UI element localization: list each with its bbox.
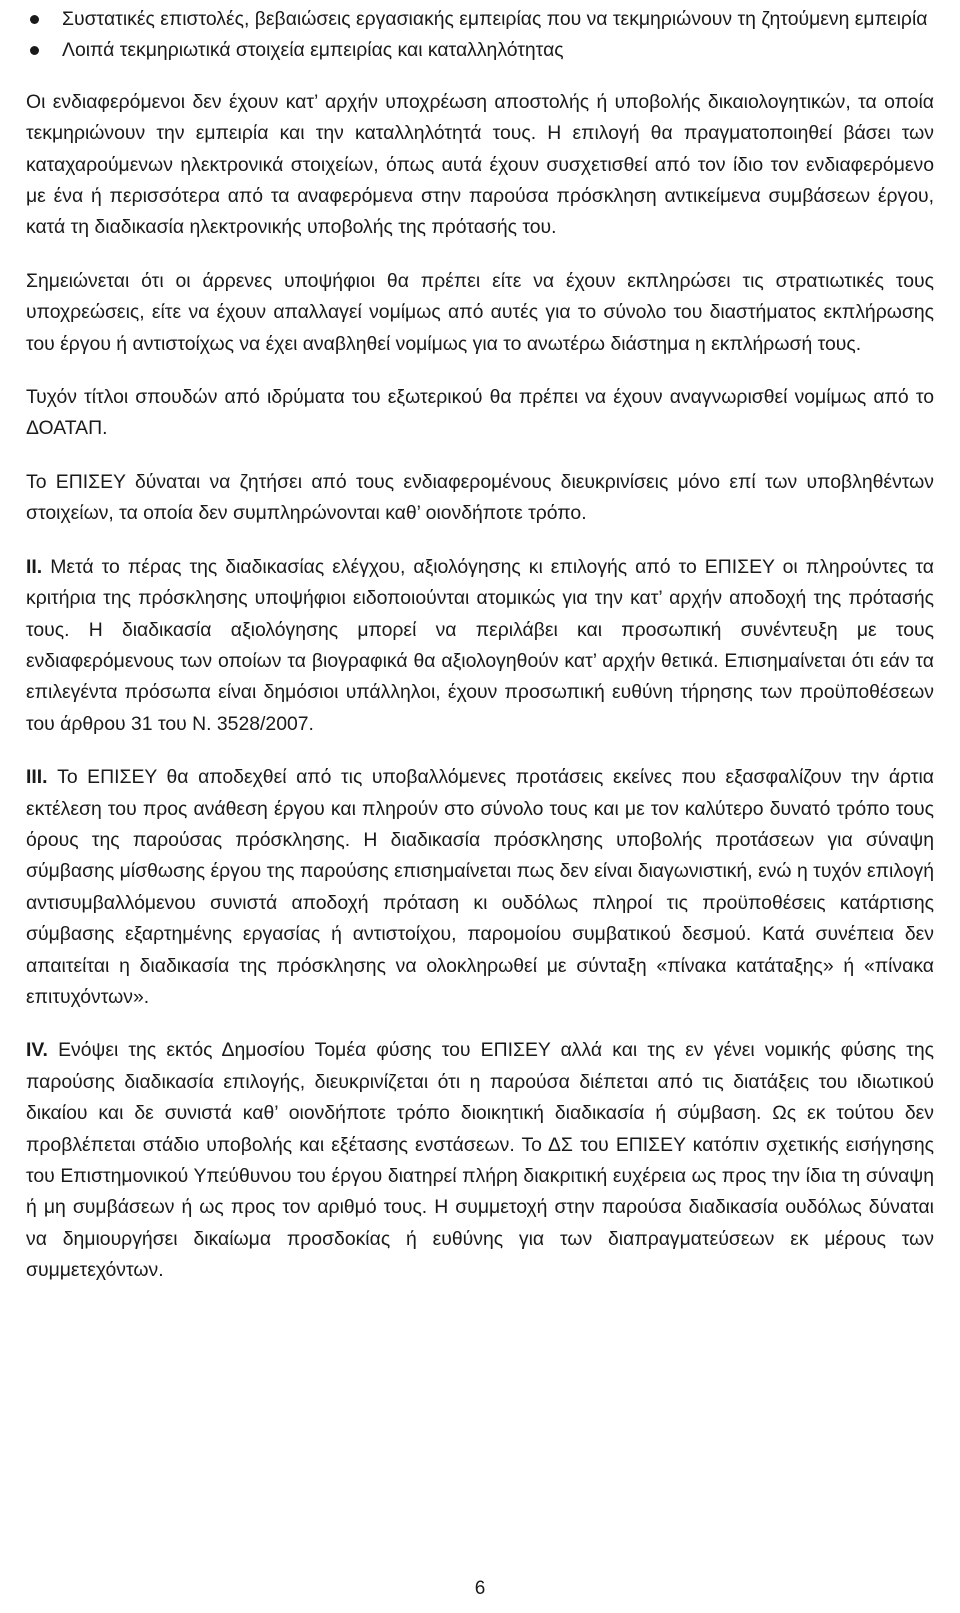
paragraph-text: Οι ενδιαφερόμενοι δεν έχουν κατ’ αρχήν υποχρέωση αποστολής ή υποβολής δικαιολογητικών, τα οποία τεκμηριώνουν την εμπειρία και την καταλληλότητά τους. Η επιλογή θα πραγματοποιηθεί βάσει των καταχαρούμενων ηλεκτρονικά στοιχείων, όπως αυτά έχουν συσχετισθεί από τον ίδιο τον ενδιαφερόμενο με ένα ή περισσότερα από τα αναφερόμενα στην παρούσα πρόσκληση αντικείμενα συμβάσεων έργου, κατά τη διαδικασία ηλεκτρονικής υποβολής της πρότασής του. [26,90,934,239]
paragraph-text: Το ΕΠΙΣΕΥ δύναται να ζητήσει από τους ενδιαφερομένους διευκρινίσεις μόνο επί των υποβληθέντων στοιχείων, τα οποία δεν συμπληρώνονται καθ’ οιονδήποτε τρόπο. [26,470,934,525]
paragraph-foreign-degrees [26,382,934,445]
section-iii [26,762,934,1013]
section-iv [26,1035,934,1286]
evidence-bullet-list [26,4,934,67]
paragraph-text: Σημειώνεται ότι οι άρρενες υποψήφιοι θα πρέπει είτε να έχουν εκπληρώσει τις στρατιωτικές τους υποχρεώσεις, είτε να έχουν απαλλαγεί νομίμως από αυτές για το σύνολο του διαστήματος εκπλήρωσης του έργου ή αντιστοίχως να έχει αναβληθεί νομίμως για το ανωτέρω διάστημα η εκπλήρωσή τους. [26,269,934,355]
bullet-icon [30,15,39,24]
paragraph-military-obligations [26,266,934,360]
section-number: IV. [26,1039,48,1062]
list-item [26,4,934,35]
list-item [26,35,934,66]
bullet-text: Λοιπά τεκμηριωτικά στοιχεία εμπειρίας και καταλληλότητας [62,39,564,62]
paragraph-text: Το ΕΠΙΣΕΥ θα αποδεχθεί από τις υποβαλλόμενες προτάσεις εκείνες που εξασφαλίζουν την άρτια εκτέλεση του προς ανάθεση έργου και πληρούν στο σύνολο τους και με τον καλύτερο δυνατό τρόπο τους όρους της παρούσας πρόσκλησης. Η διαδικασία πρόσκλησης υποβολής προτάσεων για σύναψη σύμβασης μίσθωσης έργου της παρούσης επισημαίνεται πως δεν είναι διαγωνιστική, ενώ η τυχόν επιλογή αντισυμβαλλόμενου συνιστά αποδοχή πρόταση κι ουδόλως πληροί τις προϋποθέσεις κατάρτισης σύμβασης εξαρτημένης εργασίας ή αντιστοίχου, παρομοίου συμβατικού δεσμού. Κατά συνέπεια δεν απαιτείται η διαδικασία της πρόσκλησης να ολοκληρωθεί με σύνταξη «πίνακα κατάταξης» ή «πίνακα επιτυχόντων». [26,766,934,1008]
page-number: 6 [474,1578,486,1599]
paragraph-text: Ενόψει της εκτός Δημοσίου Τομέα φύσης του ΕΠΙΣΕΥ αλλά και της εν γένει νομικής φύσης της παρούσης διαδικασία επιλογής, διευκρινίζεται ότι η παρούσα διέπεται από τις διατάξεις του ιδιωτικού δικαίου και δε συνιστά καθ’ οιονδήποτε τρόπο διοικητική διαδικασία ή σύμβαση. Ως εκ τούτου δεν προβλέπεται στάδιο υποβολής και εξέτασης ενστάσεων. Το ΔΣ του ΕΠΙΣΕΥ κατόπιν σχετικής εισήγησης του Επιστημονικού Υπεύθυνου του έργου διατηρεί πλήρη διακριτική ευχέρεια ως προς την ίδια τη σύναψη ή μη συμβάσεων ή ως προς τον αριθμό τους. Η συμμετοχή στην παρούσα διαδικασία ουδόλως δύναται να δημιουργήσει δικαίωμα προσδοκίας ή ευθύνης για των διαπραγματεύσεων εκ μέρους των συμμετεχόντων. [26,1039,934,1282]
document-body [26,4,934,1287]
section-number: III. [26,766,48,789]
section-ii [26,552,934,740]
bullet-text: Συστατικές επιστολές, βεβαιώσεις εργασιακής εμπειρίας που να τεκμηριώνουν τη ζητούμενη εμπειρία [62,8,928,30]
paragraph-clarifications [26,467,934,530]
paragraph-text: Τυχόν τίτλοι σπουδών από ιδρύματα του εξωτερικού θα πρέπει να έχουν αναγνωρισθεί νομίμως από το ΔΟΑΤΑΠ. [26,386,934,440]
paragraph-text: Μετά το πέρας της διαδικασίας ελέγχου, αξιολόγησης κι επιλογής από το ΕΠΙΣΕΥ οι πληρούντες τα κριτήρια της πρόσκλησης υποψήφιοι ειδοποιούνται ατομικώς για την κατ’ αρχήν αποδοχή της πρότασής τους. Η διαδικασία αξιολόγησης μπορεί να περιλάβει και προσωπική συνέντευξη με τους ενδιαφερόμενους των οποίων τα βιογραφικά θα αξιολογηθούν κατ’ αρχήν θετικά. Επισημαίνεται ότι εάν τα επιλεγέντα πρόσωπα είναι δημόσιοι υπάλληλοι, έχουν προσωπική ευθύνη τήρησης των προϋποθέσεων του άρθρου 31 του Ν. 3528/2007. [26,555,934,735]
paragraph-documents-submission [26,87,934,244]
section-number: II. [26,555,43,578]
